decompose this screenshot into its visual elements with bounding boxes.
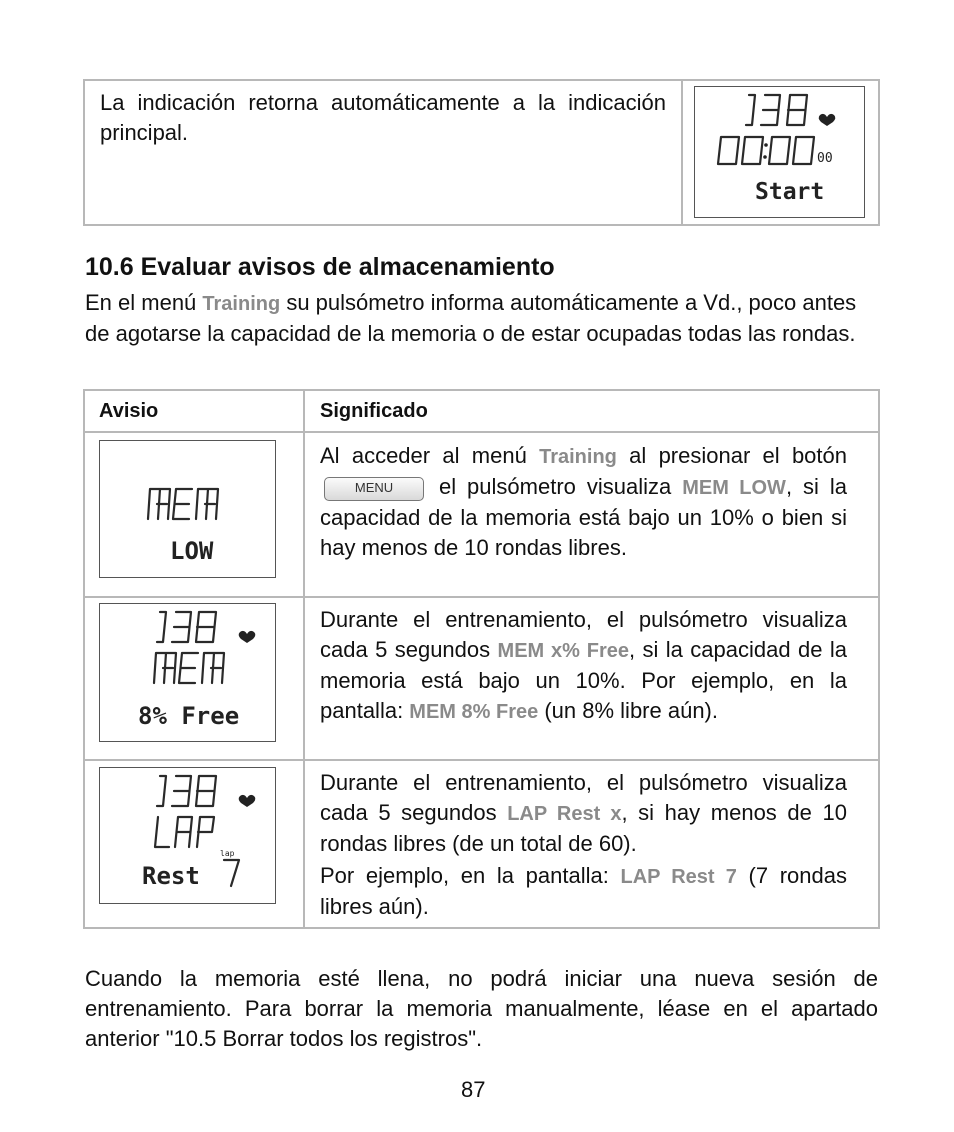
row-2-text: , si la capacidad de la memoria está bajo un 10%. Por ejemplo, en la pantalla: xyxy=(320,637,847,723)
lcd-time-small: 00 xyxy=(817,151,833,166)
lcd-time-digits xyxy=(718,137,814,164)
keyword-lap-rest-x: LAP Rest x xyxy=(507,803,622,825)
menu-button[interactable]: MENU xyxy=(324,477,424,501)
section-heading xyxy=(85,251,555,283)
row-3-example-text: Por ejemplo, en la pantalla: xyxy=(320,863,621,888)
keyword-training: Training xyxy=(539,446,617,468)
keyword-mem-x-free: MEM x% Free xyxy=(497,640,630,662)
page-number: 87 xyxy=(461,1077,486,1102)
lcd-mem-text xyxy=(148,489,218,519)
lcd-low-text: LOW xyxy=(170,537,214,565)
row-1-text: Al acceder al menú xyxy=(320,443,540,468)
row-1-text: al presionar el botón xyxy=(616,443,848,468)
heart-icon xyxy=(239,631,256,643)
table-row-divider xyxy=(84,596,879,598)
row-1-text: el pulsómetro visualiza xyxy=(428,474,683,499)
table-header-divider xyxy=(84,431,879,433)
lcd-display-main xyxy=(694,86,865,218)
intro-keyword-training: Training xyxy=(202,293,281,315)
lcd-hr-digits xyxy=(157,776,216,806)
row-3-example-text: (7 rondas libres aún). xyxy=(320,863,847,919)
info-box-divider xyxy=(681,80,683,225)
keyword-lap-rest-7: LAP Rest 7 xyxy=(620,866,737,888)
row-2-description xyxy=(320,605,847,727)
lcd-mem-low xyxy=(99,440,276,578)
lcd-lap-tag: lap xyxy=(220,849,235,858)
lcd-free-text: 8% Free xyxy=(138,702,240,730)
table-header-avisio: Avisio xyxy=(99,400,159,422)
section-heading-text: 10.6 Evaluar avisos de almacenamiento xyxy=(85,253,555,281)
row-2-text: (un 8% libre aún). xyxy=(538,698,718,723)
lcd-mem-text xyxy=(154,653,224,683)
table-column-divider xyxy=(303,390,305,928)
keyword-mem-8-free: MEM 8% Free xyxy=(409,701,539,723)
table-header-significado: Significado xyxy=(320,400,428,422)
row-3-example xyxy=(320,861,847,922)
row-3-text: Durante el entrenamiento, el pulsómetro visualiza cada 5 segundos xyxy=(320,770,847,825)
keyword-mem-low: MEM LOW xyxy=(682,477,786,499)
lcd-rest-text: Rest xyxy=(142,862,200,890)
lcd-hr-digits xyxy=(746,95,807,125)
intro-text-2: su pulsómetro informa automáticamente a Vd., poco antes de agotarse la capacidad de la memoria o de estar ocupadas todas las rondas. xyxy=(85,290,857,346)
row-3-text: , si hay menos de 10 rondas libres (de un total de 60). xyxy=(320,800,847,856)
lcd-lap-rest xyxy=(99,767,276,904)
row-3-description xyxy=(320,768,847,859)
lcd-hr-digits xyxy=(157,612,216,642)
row-1-text: , si la capacidad de la memoria está bajo un 10% o bien si hay menos de 10 rondas libres. xyxy=(320,474,847,560)
lcd-rest-digit xyxy=(224,860,239,886)
heart-icon xyxy=(239,795,256,807)
footer-paragraph xyxy=(85,964,878,1054)
heart-icon xyxy=(819,114,836,126)
row-2-text: Durante el entrenamiento, el pulsómetro visualiza cada 5 segundos xyxy=(320,607,847,662)
lcd-lap-text xyxy=(155,817,214,847)
info-box-text xyxy=(100,88,666,148)
row-1-description xyxy=(320,441,847,563)
lcd-mem-free xyxy=(99,603,276,742)
lcd-start-label: Start xyxy=(755,179,825,205)
intro-text-1: En el menú xyxy=(85,290,203,315)
info-text: La indicación retorna automáticamente a la indicación principal. xyxy=(100,90,666,145)
footer-text: Cuando la memoria esté llena, no podrá iniciar una nueva sesión de entrenamiento. Para borrar la memoria manualmente, léase en el apartado anterior "10.5 Borrar todos los registros". xyxy=(85,966,878,1051)
table-row-divider xyxy=(84,759,879,761)
section-intro xyxy=(85,288,865,349)
